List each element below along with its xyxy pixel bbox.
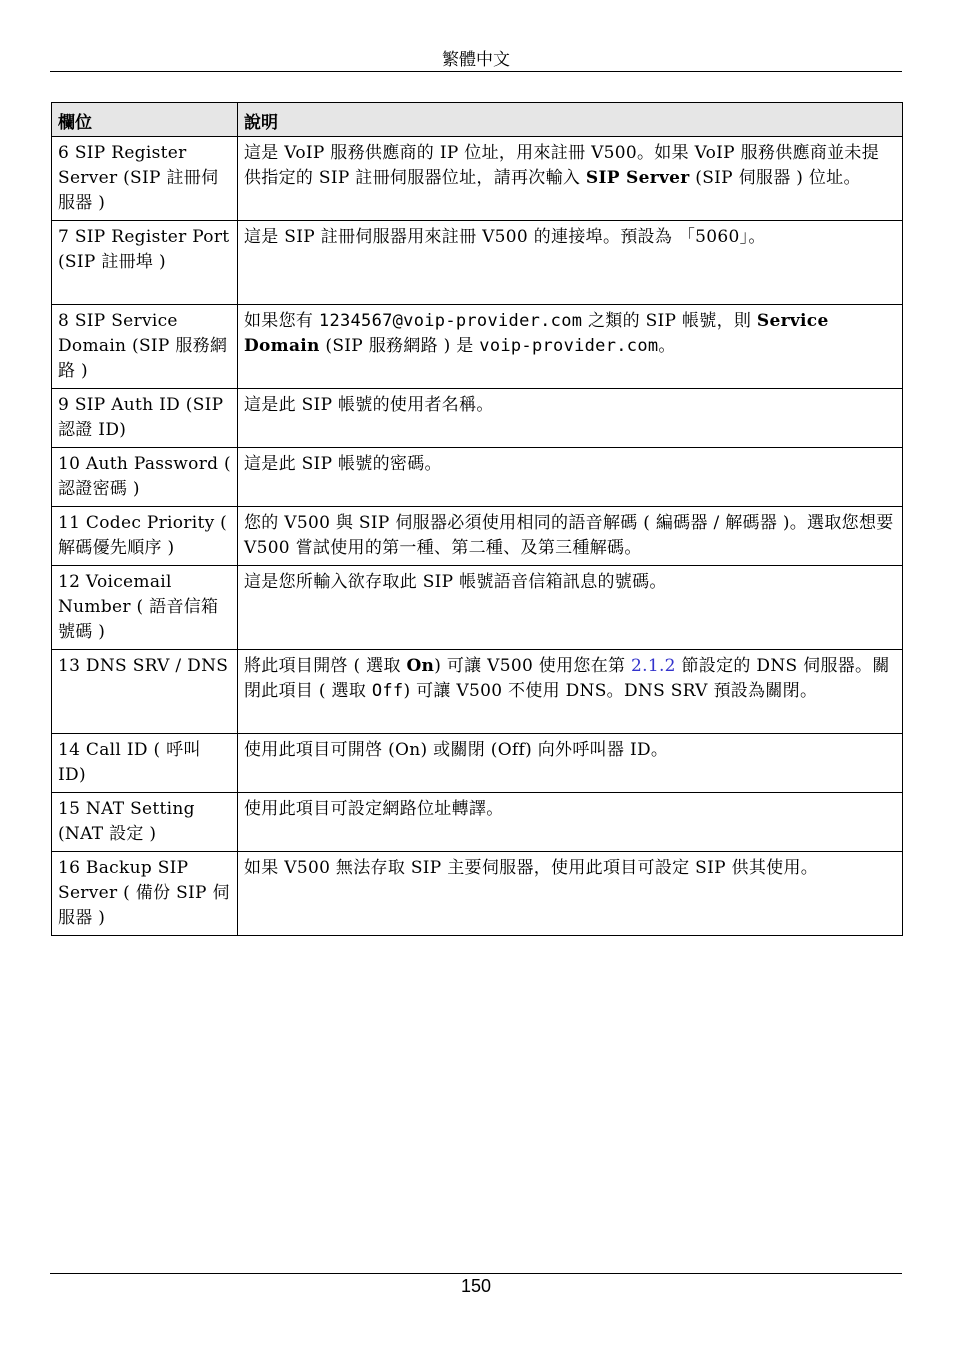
field-description-cell — [238, 507, 903, 566]
description-text: 將此項目開啓 ( 選取 — [244, 656, 407, 676]
table-row — [52, 734, 903, 793]
table-row — [52, 507, 903, 566]
description-text: 如果您有 — [244, 311, 319, 331]
description-text: SIP Server — [585, 168, 690, 188]
column-header-field: 欄位 — [52, 103, 238, 137]
table-row — [52, 852, 903, 936]
description-text: ) 可讓 V500 不使用 DNS。DNS SRV 預設為關閉。 — [403, 681, 818, 701]
field-name-cell: 8 SIP Service Domain (SIP 服務網路 ) — [52, 305, 238, 389]
description-text: 使用此項目可開啓 (On) 或關閉 (Off) 向外呼叫器 ID。 — [244, 740, 669, 760]
table-body — [52, 137, 903, 936]
field-description-cell — [238, 448, 903, 507]
description-text: 這是您所輸入欲存取此 SIP 帳號語音信箱訊息的號碼。 — [244, 572, 667, 592]
table-row — [52, 389, 903, 448]
table-row — [52, 305, 903, 389]
field-description-cell — [238, 566, 903, 650]
field-description-cell — [238, 305, 903, 389]
table-row — [52, 137, 903, 221]
description-text: 節設定的 DNS 伺服器。關閉此項目 ( 選取 — [244, 656, 890, 701]
page-number: 150 — [460, 1276, 492, 1296]
description-text: (SIP 服務網路 ) 是 — [319, 336, 480, 356]
table-row — [52, 221, 903, 305]
field-description-cell — [238, 221, 903, 305]
field-description-cell — [238, 793, 903, 852]
description-text: voip-provider.com — [479, 336, 659, 356]
column-header-description: 說明 — [238, 103, 903, 137]
field-name-cell: 9 SIP Auth ID (SIP 認證 ID) — [52, 389, 238, 448]
field-name-cell: 12 Voicemail Number ( 語音信箱號碼 ) — [52, 566, 238, 650]
table-row — [52, 650, 903, 734]
description-text: 。 — [658, 336, 676, 356]
field-name-cell: 13 DNS SRV / DNS — [52, 650, 238, 734]
field-description-cell — [238, 734, 903, 793]
description-text: 這是 VoIP 服務供應商的 IP 位址，用來註冊 V500。如果 VoIP 服務供應商並未提供指定的 SIP 註冊伺服器位址，請再次輸入 — [244, 143, 880, 188]
header-divider — [50, 71, 902, 72]
field-name-cell: 6 SIP Register Server (SIP 註冊伺服器 ) — [52, 137, 238, 221]
table-row — [52, 448, 903, 507]
field-description-table — [51, 102, 903, 936]
footer-divider — [50, 1273, 902, 1274]
table-row — [52, 566, 903, 650]
field-name-cell: 10 Auth Password ( 認證密碼 ) — [52, 448, 238, 507]
field-name-cell: 7 SIP Register Port (SIP 註冊埠 ) — [52, 221, 238, 305]
description-text: 您的 V500 與 SIP 伺服器必須使用相同的語音解碼 ( 編碼器 / 解碼器 )。選取您想要 V500 嘗試使用的第一種、第二種、及第三種解碼。 — [244, 513, 894, 558]
field-name-cell: 11 Codec Priority ( 解碼優先順序 ) — [52, 507, 238, 566]
description-text: ) 可讓 V500 使用您在第 — [434, 656, 632, 676]
table-row — [52, 793, 903, 852]
field-description-cell — [238, 137, 903, 221]
section-link[interactable]: 2.1.2 — [631, 656, 676, 676]
description-text: 這是 SIP 註冊伺服器用來註冊 V500 的連接埠。預設為 「5060」。 — [244, 227, 766, 247]
description-text: 如果 V500 無法存取 SIP 主要伺服器，使用此項目可設定 SIP 供其使用。 — [244, 858, 819, 878]
field-name-cell: 15 NAT Setting (NAT 設定 ) — [52, 793, 238, 852]
field-description-cell — [238, 852, 903, 936]
field-name-cell: 16 Backup SIP Server ( 備份 SIP 伺服器 ) — [52, 852, 238, 936]
description-text: (SIP 伺服器 ) 位址。 — [689, 168, 861, 188]
page-header-language: 繁體中文 — [442, 50, 510, 70]
description-text: 這是此 SIP 帳號的密碼。 — [244, 454, 442, 474]
description-text: 這是此 SIP 帳號的使用者名稱。 — [244, 395, 494, 415]
table-header-row — [52, 103, 903, 137]
description-text: 之類的 SIP 帳號，則 — [582, 311, 757, 331]
description-text: On — [406, 656, 435, 676]
field-description-cell — [238, 389, 903, 448]
description-text: 1234567@voip-provider.com — [318, 311, 583, 331]
field-description-cell — [238, 650, 903, 734]
description-text: Service Domain — [244, 311, 829, 356]
description-text: Off — [371, 681, 404, 701]
description-text: 使用此項目可設定網路位址轉譯。 — [244, 799, 504, 819]
field-name-cell: 14 Call ID ( 呼叫 ID) — [52, 734, 238, 793]
